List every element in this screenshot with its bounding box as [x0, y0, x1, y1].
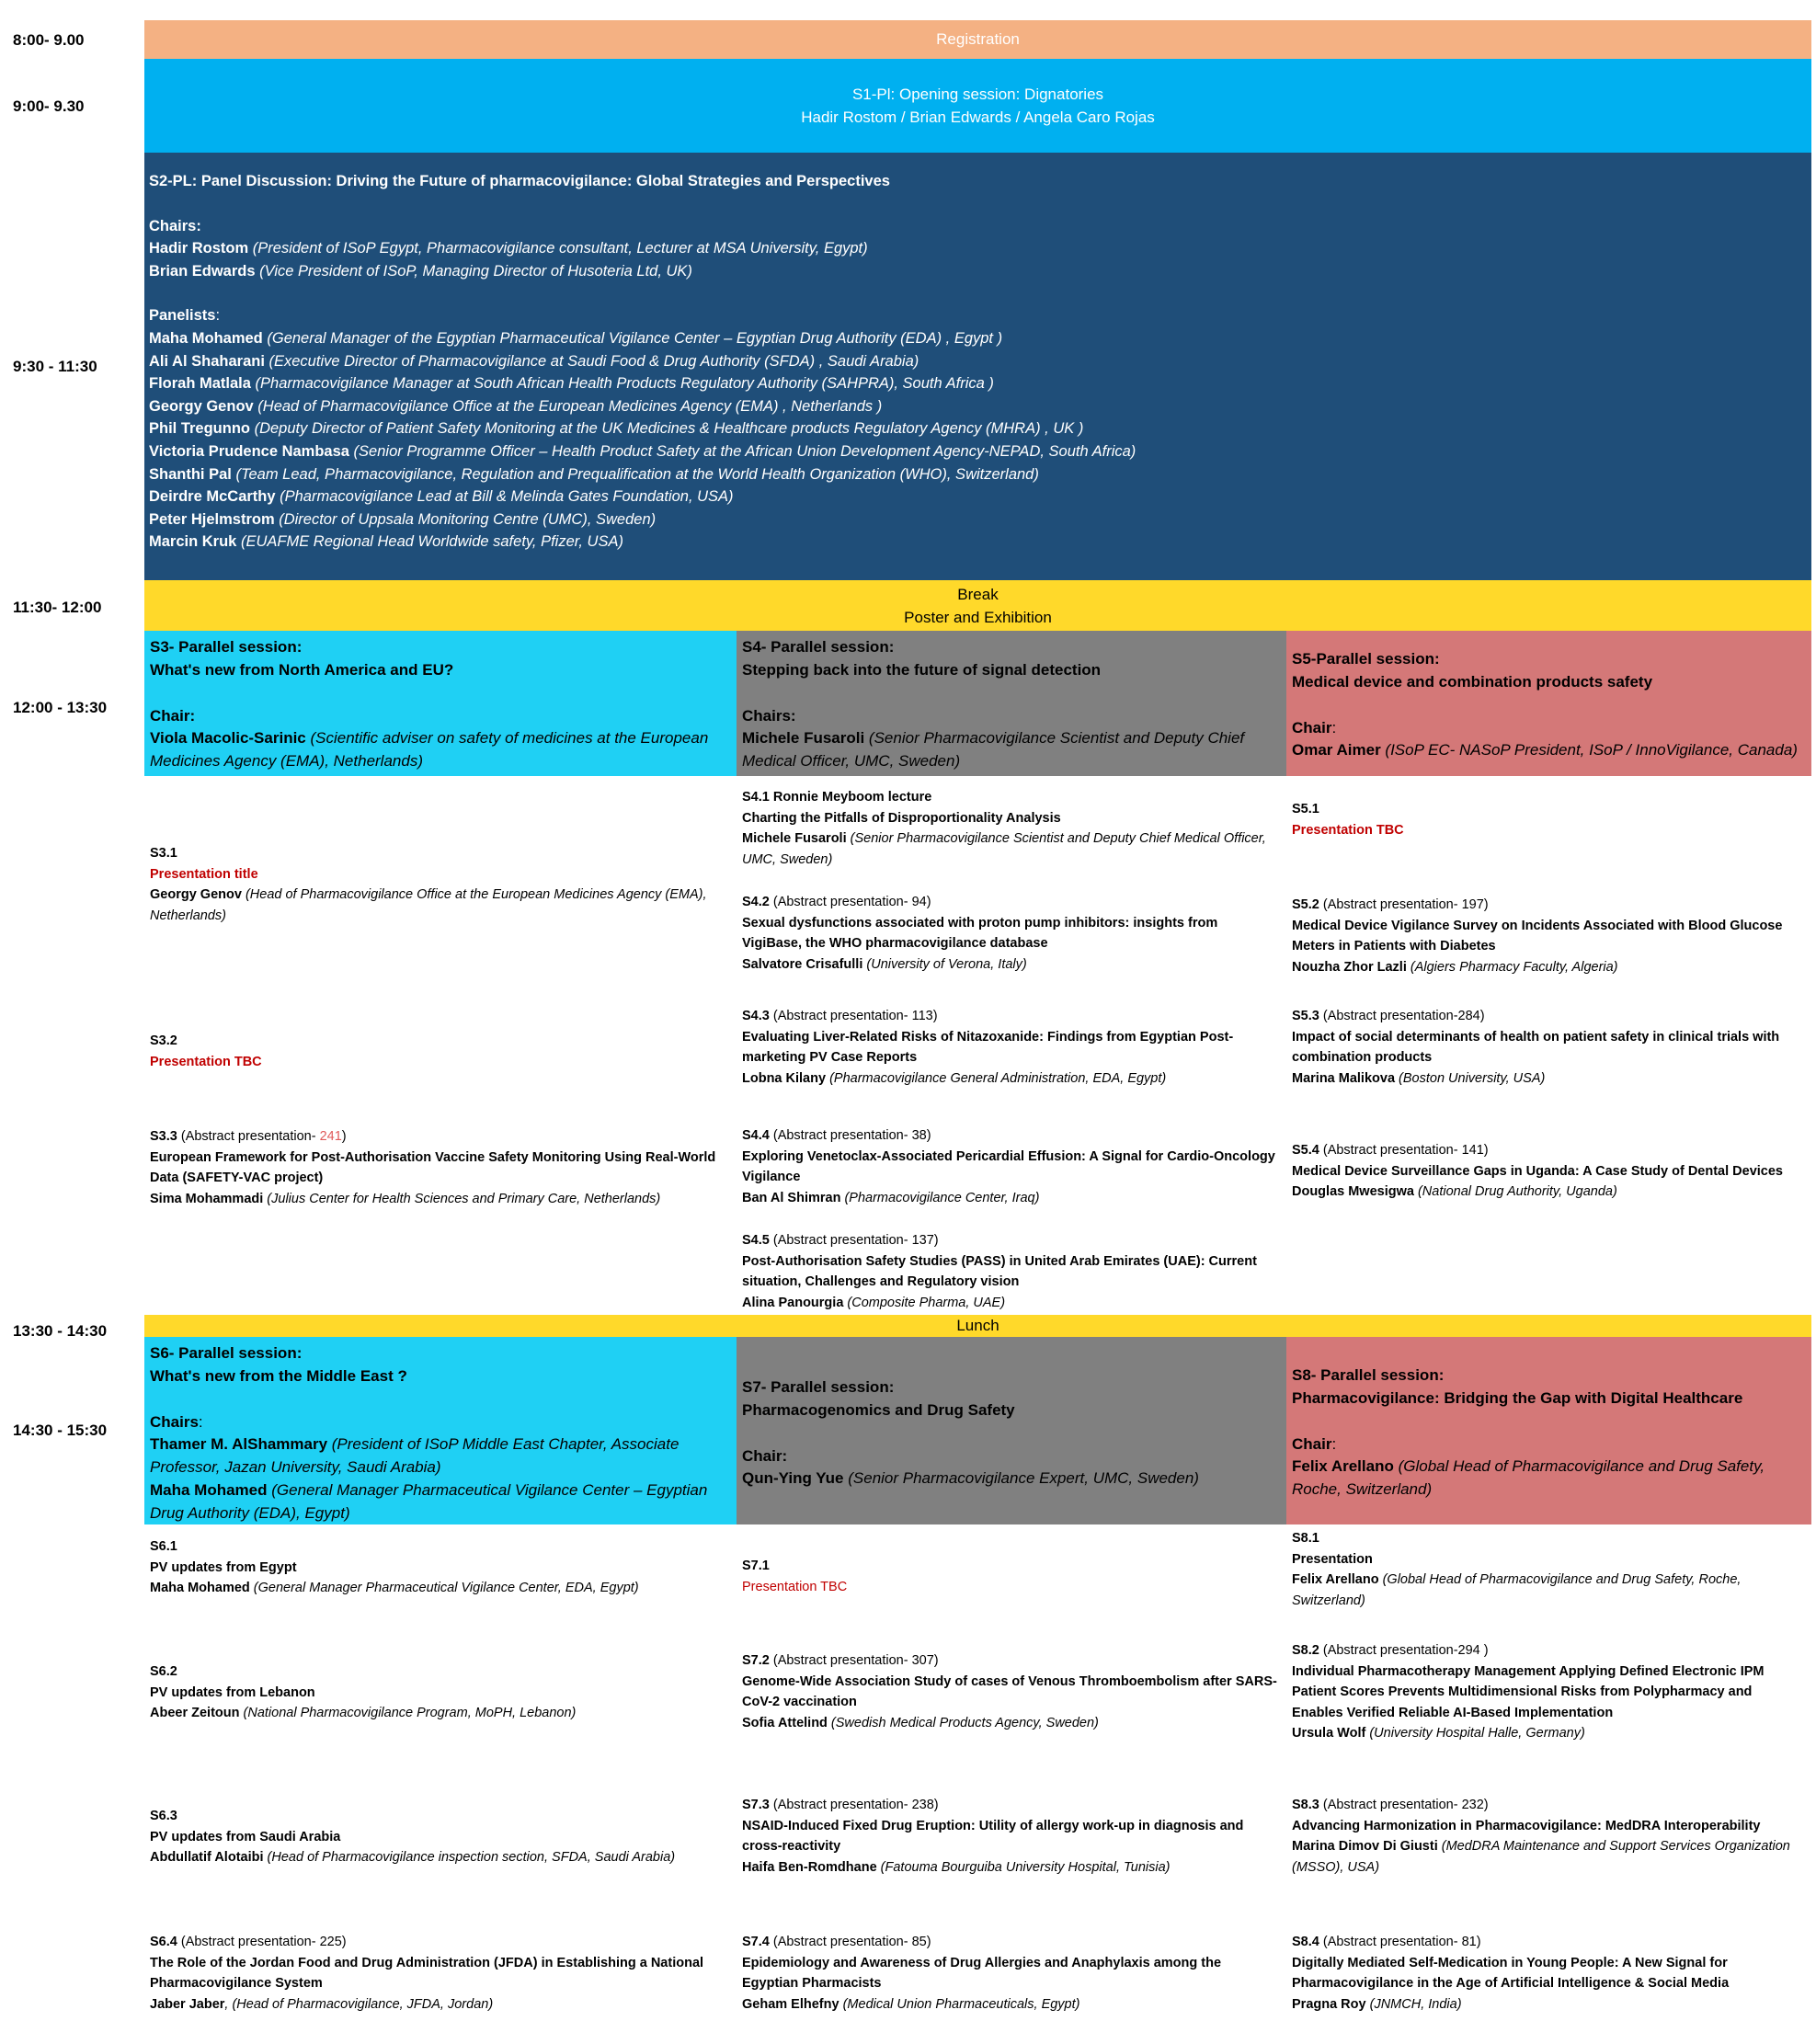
poster-label: Poster and Exhibition	[904, 609, 1052, 626]
panel-chair: Brian Edwards (Vice President of ISoP, Managing Director of Husoteria Ltd, UK)	[149, 262, 692, 280]
time-column	[0, 0, 143, 2044]
break-band	[144, 580, 1811, 631]
presentation-item: S6.2 PV updates from Lebanon Abeer Zeitoun (National Pharmacovigilance Program, MoPH, Lebanon)	[150, 1664, 577, 1721]
panelist: Marcin Kruk (EUAFME Regional Head Worldwide safety, Pfizer, USA)	[149, 533, 623, 551]
session-subtitle: Pharmacogenomics and Drug Safety	[742, 1400, 1015, 1419]
panelist: Georgy Genov (Head of Pharmacovigilance Office at the European Medicines Agency (EMA) , Netherlands )	[149, 397, 883, 415]
session-s5-presentations	[1286, 776, 1811, 1315]
registration-label: Registration	[936, 30, 1020, 48]
registration-band	[144, 20, 1811, 59]
presentation-item: S6.4 (Abstract presentation- 225) The Role of the Jordan Food and Drug Administration (JFDA) in Establishing a National Pharmacovigilance System Jaber Jaber, (Head of Pharmacovigilance, JFDA, Jordan)	[150, 1935, 704, 2012]
presentation-item: S3.2 Presentation TBC	[150, 1033, 262, 1069]
panelist: Florah Matlala (Pharmacovigilance Manager at South African Health Products Regulatory Authority (SAHPRA), South Africa )	[149, 375, 994, 393]
time-slot: 12:00 - 13:30	[13, 699, 108, 716]
session-s3-presentations	[144, 776, 737, 1315]
session-s3-header	[144, 631, 737, 776]
session-title: S5-Parallel session:	[1292, 650, 1440, 668]
time-slot: 14:30 - 15:30	[13, 1422, 108, 1439]
lunch-band	[144, 1315, 1811, 1337]
session-title: S3- Parallel session:	[150, 638, 303, 656]
time-slot: 8:00- 9.00	[13, 31, 85, 49]
presentation-item: S7.1 Presentation TBC	[742, 1559, 848, 1594]
session-subtitle: Medical device and combination products safety	[1292, 672, 1653, 691]
panelist: Phil Tregunno (Deputy Director of Patient Safety Monitoring at the UK Medicines & Healthcare products Regulatory Agency (MHRA) , UK )	[149, 420, 1084, 438]
presentation-item: S6.3 PV updates from Saudi Arabia Abdullatif Alotaibi (Head of Pharmacovigilance inspection section, SFDA, Saudi Arabia)	[150, 1809, 676, 1866]
panelist: Maha Mohamed (General Manager of the Egyptian Pharmaceutical Vigilance Center – Egyptian Drug Authority (EDA) , Egypt )	[149, 329, 1003, 347]
presentation-item: S4.3 (Abstract presentation- 113) Evaluating Liver-Related Risks of Nitazoxanide: Findings from Egyptian Post-marketing PV Case Reports Lobna Kilany (Pharmacovigilance General Administration, EDA, Egypt)	[742, 1009, 1234, 1086]
chair: Thamer M. AlShammary (President of ISoP Middle East Chapter, Associate Professor, Jazan University, Saudi Arabia)	[150, 1435, 680, 1477]
session-s4-header	[737, 631, 1286, 776]
chair: Omar Aimer (ISoP EC- NASoP President, ISoP / InnoVigilance, Canada)	[1292, 741, 1798, 759]
presentation-item: S7.2 (Abstract presentation- 307) Genome-Wide Association Study of cases of Venous Thromboembolism after SARS-CoV-2 vaccination Sofia Attelind (Swedish Medical Products Agency, Sweden)	[742, 1653, 1277, 1730]
presentation-item: S4.2 (Abstract presentation- 94) Sexual dysfunctions associated with proton pump inhibitors: insights from VigiBase, the WHO pharmacovigilance database Salvatore Crisafulli (University of Verona, Italy)	[742, 895, 1218, 972]
panel-chairs-label: Chairs:	[149, 217, 201, 234]
presentation-item: S5.4 (Abstract presentation- 141) Medical Device Surveillance Gaps in Uganda: A Case Study of Dental Devices Douglas Mwesigwa (National Drug Authority, Uganda)	[1292, 1143, 1784, 1200]
presentation-item: S5.1 Presentation TBC	[1292, 802, 1404, 838]
presentation-item: S6.1 PV updates from Egypt Maha Mohamed (General Manager Pharmaceutical Vigilance Center, EDA, Egypt)	[150, 1539, 639, 1596]
chair: Felix Arellano (Global Head of Pharmacovigilance and Drug Safety, Roche, Switzerland)	[1292, 1457, 1765, 1499]
panel-chair: Hadir Rostom (President of ISoP Egypt, Pharmacovigilance consultant, Lecturer at MSA University, Egypt)	[149, 240, 868, 257]
session-subtitle: Pharmacovigilance: Bridging the Gap with Digital Healthcare	[1292, 1388, 1743, 1407]
chair: Maha Mohamed (General Manager Pharmaceutical Vigilance Center – Egyptian Drug Authority (EDA), Egypt)	[150, 1480, 708, 1522]
opening-title: S1-Pl: Opening session: Dignatories	[851, 86, 1104, 103]
presentation-item: S3.3 (Abstract presentation- 241) European Framework for Post-Authorisation Vaccine Safety Monitoring Using Real-World Data (SAFETY-VAC project) Sima Mohammadi (Julius Center for Health Sciences and Primary Care, Netherlands)	[150, 1129, 716, 1206]
session-subtitle: What's new from North America and EU?	[150, 660, 454, 679]
session-s5-header	[1286, 631, 1811, 776]
opening-session	[144, 59, 1811, 153]
panelist: Peter Hjelmstrom (Director of Uppsala Monitoring Centre (UMC), Sweden)	[149, 510, 657, 528]
presentation-item: S8.2 (Abstract presentation-294 ) Individual Pharmacotherapy Management Applying Defined Electronic IPM Patient Scores Prevents Multidimensional Risks from Polypharmacy and Enables Verified Reliable AI-Based Implementation Ursula Wolf (University Hospital Halle, Germany)	[1292, 1643, 1765, 1741]
session-s7-presentations	[737, 1524, 1286, 2044]
time-slot: 13:30 - 14:30	[13, 1322, 108, 1340]
time-slot: 11:30- 12:00	[13, 599, 102, 616]
session-s6-presentations	[144, 1524, 737, 2044]
chair-label: Chairs:	[742, 706, 796, 725]
session-title: S7- Parallel session:	[742, 1378, 895, 1396]
presentation-item: S5.2 (Abstract presentation- 197) Medical Device Vigilance Survey on Incidents Associated with Blood Glucose Meters in Patients with Diabetes Nouzha Zhor Lazli (Algiers Pharmacy Faculty, Algeria)	[1292, 897, 1783, 975]
chair: Michele Fusaroli (Senior Pharmacovigilance Scientist and Deputy Chief Medical Officer, UMC, Sweden)	[742, 729, 1245, 771]
session-subtitle: What's new from the Middle East ?	[150, 1366, 407, 1385]
panelist: Victoria Prudence Nambasa (Senior Programme Officer – Health Product Safety at the African Union Development Agency-NEPAD, South Africa)	[149, 442, 1136, 460]
presentation-item: S5.3 (Abstract presentation-284) Impact of social determinants of health on patient safety in clinical trials with combination products Marina Malikova (Boston University, USA)	[1292, 1009, 1780, 1086]
presentation-item: S4.4 (Abstract presentation- 38) Exploring Venetoclax-Associated Pericardial Effusion: A Signal for Cardio-Oncology Vigilance Ban Al Shimran (Pharmacovigilance Center, Iraq)	[742, 1128, 1275, 1205]
session-s8-presentations	[1286, 1524, 1811, 2044]
panelist: Ali Al Shaharani (Executive Director of Pharmacovigilance at Saudi Food & Drug Authority (SFDA) , Saudi Arabia)	[149, 352, 919, 370]
chair-label: Chair:	[1292, 718, 1337, 737]
chair-label: Chairs:	[150, 1412, 203, 1431]
lunch-label: Lunch	[956, 1317, 999, 1334]
chair-label: Chair:	[1292, 1434, 1337, 1453]
panel-discussion	[144, 153, 1811, 580]
session-s4-presentations	[737, 776, 1286, 1315]
presentation-item: S4.1 Ronnie Meyboom lecture Charting the Pitfalls of Disproportionality Analysis Michele Fusaroli (Senior Pharmacovigilance Scientist and Deputy Chief Medical Officer, UMC, Sweden)	[742, 790, 1266, 867]
session-title: S4- Parallel session:	[742, 638, 895, 656]
session-s8-header	[1286, 1337, 1811, 1524]
session-title: S6- Parallel session:	[150, 1344, 303, 1362]
presentation-item: S8.4 (Abstract presentation- 81) Digitally Mediated Self-Medication in Young People: A New Signal for Pharmacovigilance in the Age of Artificial Intelligence & Social Media Pragna Roy (JNMCH, India)	[1292, 1935, 1730, 2012]
panel-title: S2-PL: Panel Discussion: Driving the Future of pharmacovigilance: Global Strategies and Perspectives	[149, 173, 890, 189]
chair: Qun-Ying Yue (Senior Pharmacovigilance Expert, UMC, Sweden)	[742, 1469, 1199, 1488]
session-title: S8- Parallel session:	[1292, 1366, 1445, 1384]
time-slot: 9:30 - 11:30	[13, 358, 97, 375]
presentation-item: S8.1 Presentation Felix Arellano (Global Head of Pharmacovigilance and Drug Safety, Roche, Switzerland)	[1292, 1531, 1742, 1608]
break-label: Break	[957, 586, 999, 603]
chair-label: Chair:	[150, 706, 196, 725]
presentation-item: S3.1 Presentation title Georgy Genov (Head of Pharmacovigilance Office at the European Medicines Agency (EMA), Netherlands)	[150, 846, 707, 923]
session-s6-header	[144, 1337, 737, 1524]
presentation-item: S8.3 (Abstract presentation- 232) Advancing Harmonization in Pharmacovigilance: MedDRA Interoperability Marina Dimov Di Giusti (MedDRA Maintenance and Support Services Organization (MSSO), USA)	[1292, 1798, 1790, 1875]
time-slot: 9:00- 9.30	[13, 97, 85, 115]
presentation-item: S7.4 (Abstract presentation- 85) Epidemiology and Awareness of Drug Allergies and Anaphylaxis among the Egyptian Pharmacists Geham Elhefny (Medical Union Pharmaceuticals, Egypt)	[742, 1935, 1222, 2012]
presentation-item: S4.5 (Abstract presentation- 137) Post-Authorisation Safety Studies (PASS) in United Arab Emirates (UAE): Current situation, Challenges and Regulatory vision Alina Panourgia (Composite Pharma, UAE)	[742, 1233, 1257, 1310]
session-s7-header	[737, 1337, 1286, 1524]
presentation-item: S7.3 (Abstract presentation- 238) NSAID-Induced Fixed Drug Eruption: Utility of allergy work-up in diagnosis and cross-reactivity Haifa Ben-Romdhane (Fatouma Bourguiba University Hospital, Tunisia)	[742, 1798, 1244, 1875]
panelist: Deirdre McCarthy (Pharmacovigilance Lead at Bill & Melinda Gates Foundation, USA)	[149, 488, 734, 506]
chair: Viola Macolic-Sarinic (Scientific adviser on safety of medicines at the European Medicines Agency (EMA), Netherlands)	[150, 729, 709, 771]
opening-speakers: Hadir Rostom / Brian Edwards / Angela Caro Rojas	[801, 108, 1155, 126]
chair-label: Chair:	[742, 1446, 788, 1465]
session-subtitle: Stepping back into the future of signal detection	[742, 660, 1102, 679]
panelist: Shanthi Pal (Team Lead, Pharmacovigilance, Regulation and Prequalification at the World Health Organization (WHO), Switzerland)	[149, 465, 1039, 483]
panelists-label: Panelists:	[149, 307, 221, 325]
